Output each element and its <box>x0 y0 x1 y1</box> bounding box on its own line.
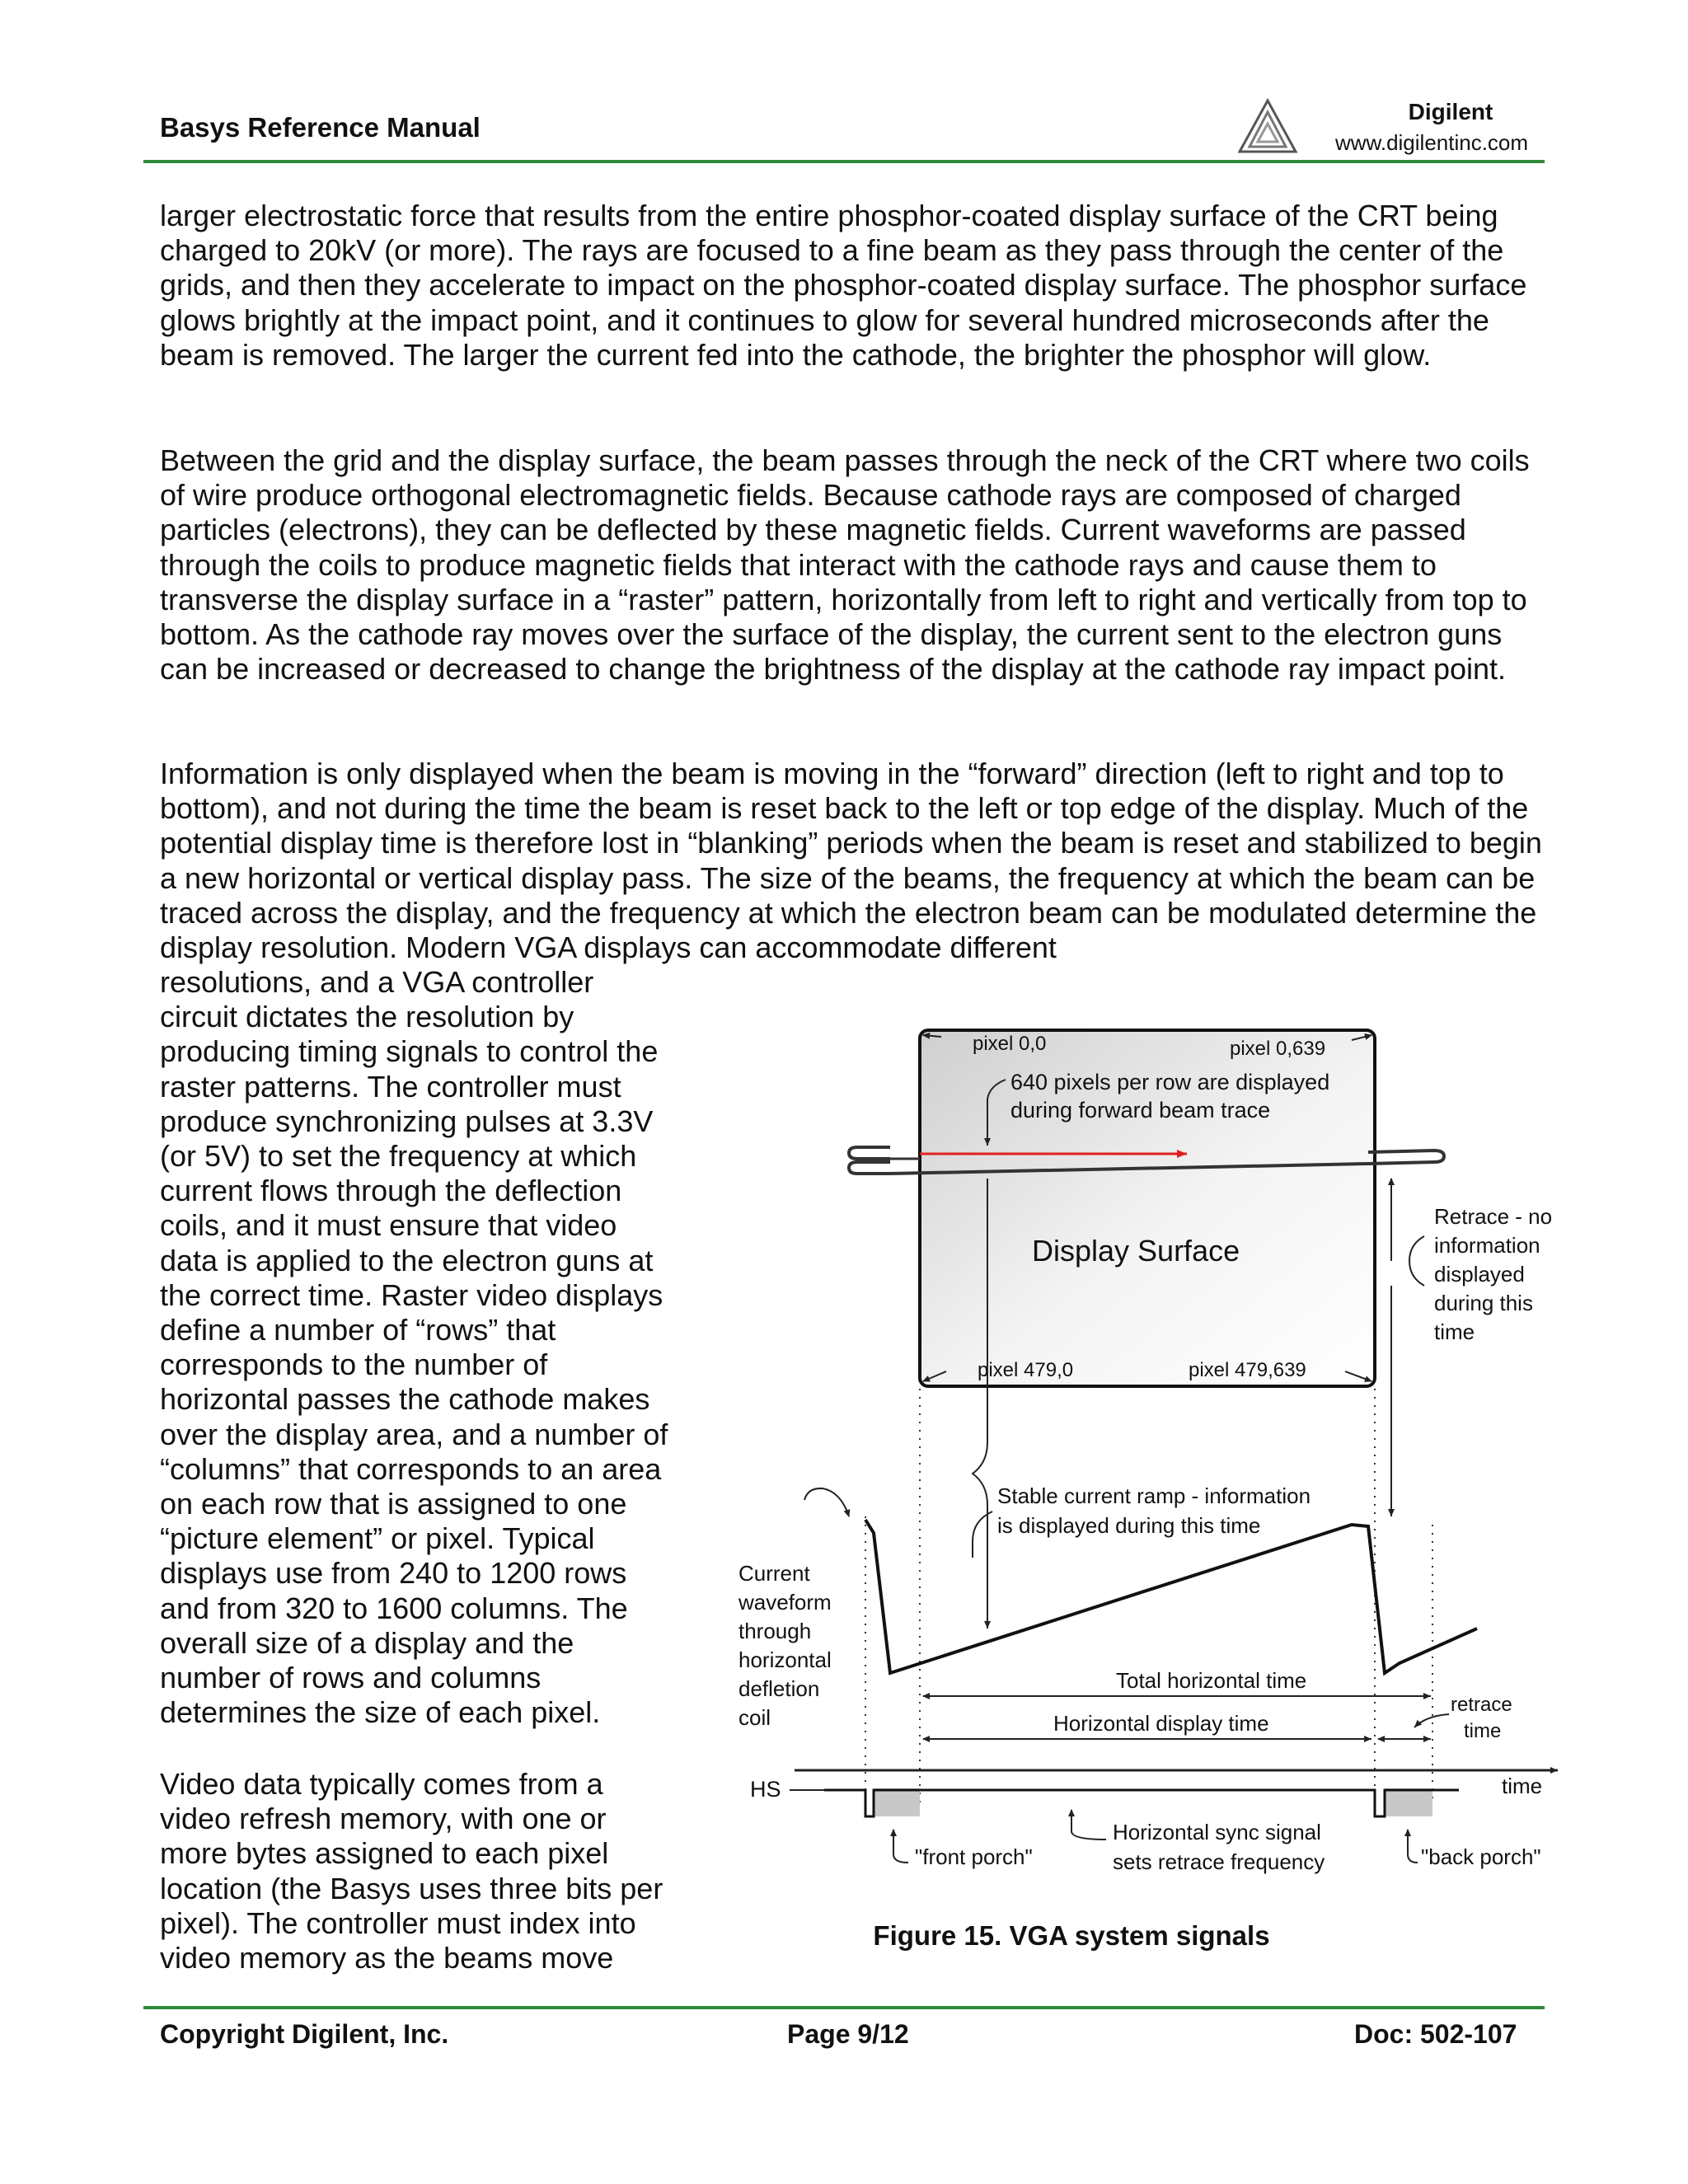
retrace-time-label-line2: time <box>1464 1720 1502 1742</box>
waveform-label-line5: defletion <box>738 1676 820 1701</box>
pixel-bottom-right-label: pixel 479,639 <box>1189 1359 1306 1381</box>
vga-signals-figure <box>725 1014 1582 1874</box>
current-waveform <box>865 1520 1477 1673</box>
display-surface-label: Display Surface <box>1032 1234 1240 1268</box>
waveform-label-line1: Current <box>738 1561 810 1586</box>
waveform-label-line6: coil <box>738 1705 771 1730</box>
retrace-label-line5: time <box>1434 1319 1475 1344</box>
pixel-bottom-left-label: pixel 479,0 <box>978 1359 1074 1381</box>
total-horizontal-time-label: Total horizontal time <box>1116 1668 1307 1693</box>
retrace-time-label-line1: retrace <box>1451 1694 1512 1716</box>
horizontal-display-time-label: Horizontal display time <box>1053 1711 1269 1736</box>
sync-label-line2: sets retrace frequency <box>1113 1849 1325 1874</box>
row-note-line2: during forward beam trace <box>1010 1098 1271 1122</box>
figure-caption: Figure 15. VGA system signals <box>873 1920 1270 1951</box>
company-name: Digilent <box>1408 99 1493 124</box>
retrace-label-line3: displayed <box>1434 1262 1525 1286</box>
pixel-top-left-label: pixel 0,0 <box>973 1033 1047 1055</box>
document-title: Basys Reference Manual <box>160 112 481 143</box>
retrace-label-line1: Retrace - no <box>1434 1204 1553 1229</box>
retrace-label-line4: during this <box>1434 1291 1533 1315</box>
sync-label-line1: Horizontal sync signal <box>1113 1820 1321 1844</box>
paragraph-crt-phosphor: larger electrostatic force that results from the entire phosphor-coated display surface of the CRT being charged to 20kV (or more). The rays are focused to a fine beam as they pass through the center of the grids, and then they accelerate to impact on the phosphor-coated display surface. The phosphor surface glows brightly at the impact point, and it continues to glow for several hundred microseconds after the beam is removed. The larger the current fed into the cathode, the brighter the phosphor will glow. <box>160 199 1527 372</box>
back-porch-region <box>1385 1788 1432 1816</box>
waveform-label-line3: through <box>738 1619 812 1643</box>
pixel-top-right-label: pixel 0,639 <box>1230 1038 1326 1060</box>
time-axis-label: time <box>1502 1774 1543 1798</box>
company-url[interactable]: www.digilentinc.com <box>1334 130 1529 155</box>
paragraph-deflection-coils: Between the grid and the display surface, the beam passes through the neck of the CRT where two coils of wire produce orthogonal electromagnetic fields. Because cathode rays are composed of charged particles (electrons), they can be deflected by these magnetic fields. Current waveforms are passed through the coils to produce magnetic fields that interact with the cathode rays and cause them to transverse the display surface in a “raster” pattern, horizontally from left to right and vertically from top to bottom. As the cathode ray moves over the surface of the display, the current sent to the electron guns can be increased or decreased to change the brightness of the display at the cathode ray impact point. <box>160 443 1530 687</box>
hs-label: HS <box>750 1777 781 1802</box>
paragraph-blanking: Information is only displayed when the beam is moving in the “forward” direction (left to right and top to bottom), and not during the time the beam is reset back to the left or top edge of the display. Much of the potential display time is therefore lost in “blanking” periods when the beam is reset and stabilized to begin a new horizontal or vertical display pass. The size of the beams, the frequency at which the beam can be traced across the display, and the frequency at which the electron beam can be modulated determine the display resolution. Modern VGA displays can accommodate different <box>160 757 1542 965</box>
footer-page-number: Page 9/12 <box>787 2019 909 2049</box>
waveform-label-line2: waveform <box>738 1590 832 1615</box>
front-porch-label: "front porch" <box>915 1844 1033 1869</box>
ramp-label-line2: is displayed during this time <box>997 1513 1261 1538</box>
header-divider <box>143 160 1545 163</box>
ramp-label-line1: Stable current ramp - information <box>997 1483 1311 1508</box>
retrace-label-line2: information <box>1434 1233 1540 1258</box>
footer-doc-number: Doc: 502-107 <box>1354 2019 1517 2049</box>
front-porch-region <box>874 1788 920 1816</box>
row-note-line1: 640 pixels per row are displayed <box>1010 1070 1330 1094</box>
footer-copyright: Copyright Digilent, Inc. <box>160 2019 449 2049</box>
footer-divider <box>143 2006 1545 2009</box>
back-porch-label: "back porch" <box>1421 1844 1541 1869</box>
paragraph-vga-controller: resolutions, and a VGA controller circuit dictates the resolution by producing timing signals to control the raster patterns. The controller must produce synchronizing pulses at 3.3V (or 5V) to set the frequency at which current flows through the deflection coils, and it must ensure that video data is applied to the electron guns at the correct time. Raster video displays define a number of “rows” that corresponds to the number of horizontal passes the cathode makes over the display area, and a number of “columns” that corresponds to an area on each row that is assigned to one “picture element” or pixel. Typical displays use from 240 to 1200 rows and from 320 to 1600 columns. The overall size of a display and the number of rows and columns determines the size of each pixel. <box>160 965 668 1730</box>
waveform-label-line4: horizontal <box>738 1647 832 1672</box>
paragraph-video-memory: Video data typically comes from a video refresh memory, with one or more bytes assigned to each pixel location (the Basys uses three bits per pixel). The controller must index into video memory as the beams move <box>160 1767 663 1975</box>
deflection-coil-loop <box>849 1147 890 1159</box>
digilent-logo-icon <box>1236 97 1299 155</box>
vga-signals-diagram <box>725 1014 1582 1874</box>
